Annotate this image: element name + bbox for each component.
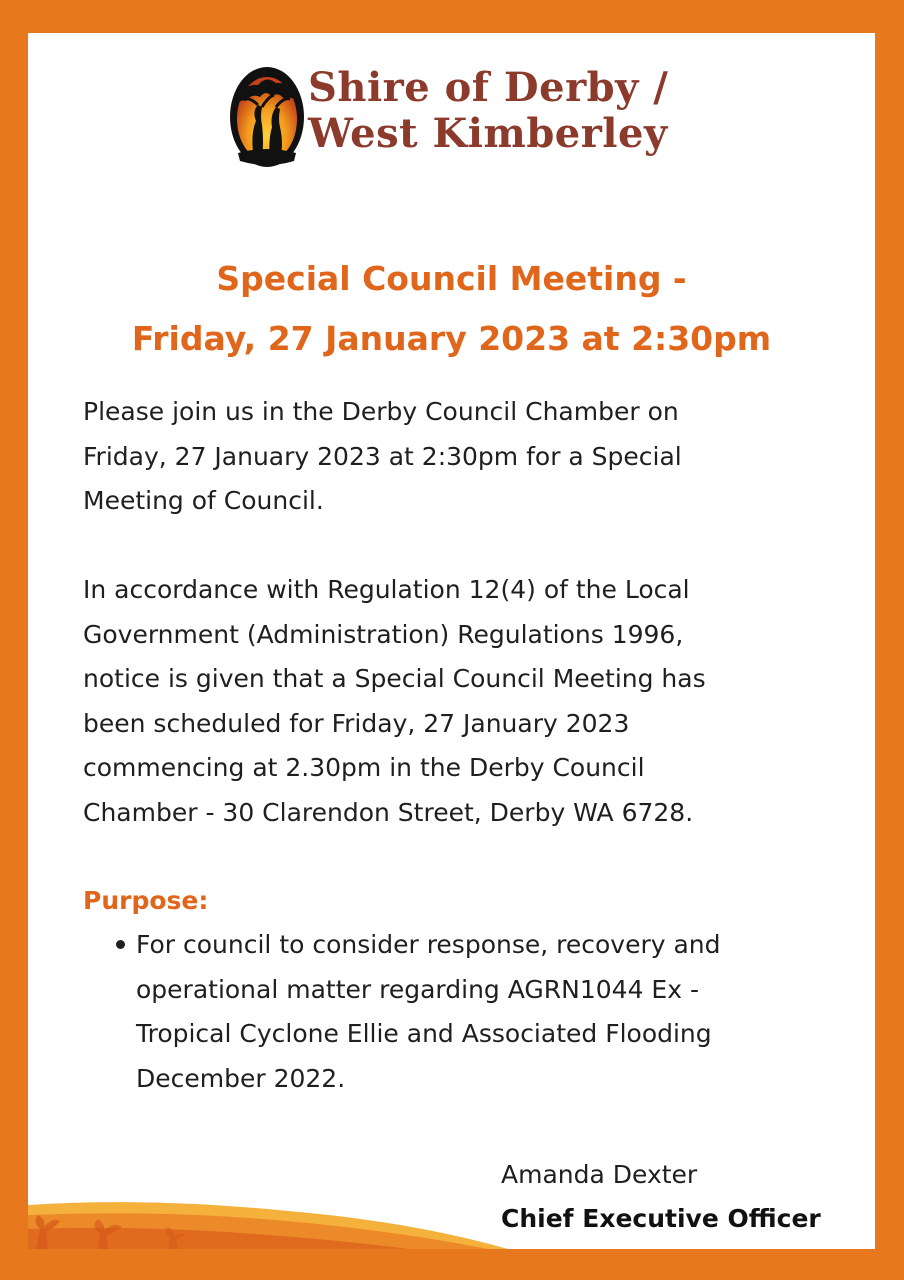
shire-name-line1: Shire of Derby / [308, 64, 669, 111]
paragraph-line: In accordance with Regulation 12(4) of the Local [83, 575, 690, 604]
shire-logo [228, 65, 688, 170]
purpose-list-item [116, 923, 836, 1101]
purpose-heading: Purpose: [83, 886, 209, 915]
page-title [28, 249, 875, 369]
baobab-landscape-footer-art [28, 1199, 508, 1249]
paragraph-line: commencing at 2.30pm in the Derby Council [83, 753, 645, 782]
purpose-text [136, 923, 836, 1101]
shire-name [308, 65, 668, 157]
paragraph-line: notice is given that a Special Council Meeting has [83, 664, 706, 693]
paragraph-line: been scheduled for Friday, 27 January 2023 [83, 708, 630, 738]
paragraph-line: Chamber - 30 Clarendon Street, Derby WA 6728. [83, 797, 694, 827]
notice-card [28, 33, 875, 1249]
invitation-paragraph [83, 390, 823, 524]
paragraph-line: Please join us in the Derby Council Chamber on [83, 397, 679, 426]
paragraph-line: Government (Administration) Regulations 1996, [83, 619, 684, 649]
signer-title: Chief Executive Officer [501, 1204, 821, 1233]
title-line1: Special Council Meeting - [216, 259, 687, 298]
paragraph-line: Friday, 27 January 2023 at 2:30pm for a Special [83, 441, 682, 471]
purpose-line: operational matter regarding AGRN1044 Ex - [136, 974, 699, 1004]
baobab-tree-logo-icon [228, 65, 306, 169]
purpose-list [116, 923, 836, 1101]
bullet-icon [116, 940, 125, 949]
title-line2: Friday, 27 January 2023 at 2:30pm [131, 319, 772, 358]
purpose-line: Tropical Cyclone Ellie and Associated Flooding [136, 1019, 712, 1048]
purpose-line: December 2022. [136, 1063, 346, 1093]
purpose-line: For council to consider response, recovery and [136, 930, 721, 959]
regulation-notice-paragraph [83, 568, 823, 835]
signer-name: Amanda Dexter [501, 1160, 698, 1189]
paragraph-line: Meeting of Council. [83, 486, 324, 515]
shire-name-line2: West Kimberley [308, 110, 668, 157]
